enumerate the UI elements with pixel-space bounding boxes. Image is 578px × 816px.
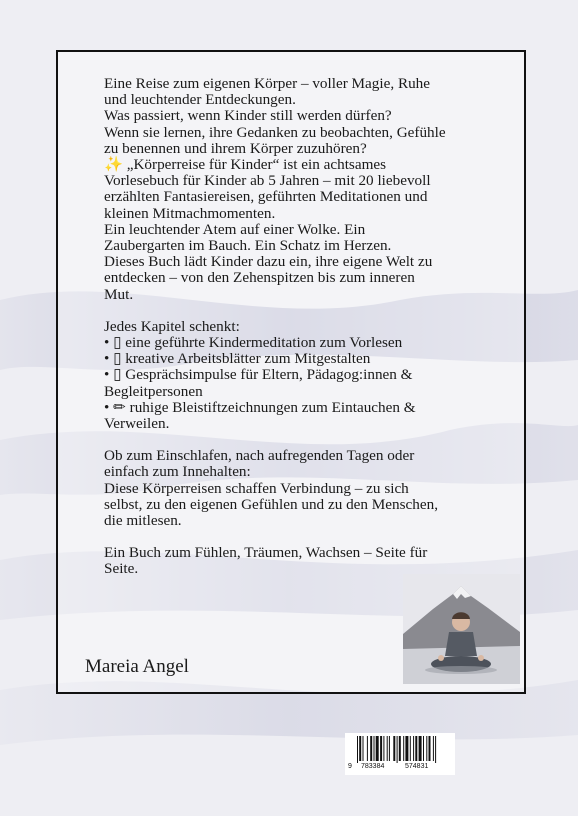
meditating-child-illustration [403,574,520,684]
tagline-line: Ein Buch zum Fühlen, Träumen, Wachsen – Seite für [104,544,428,562]
closing-line: Ob zum Einschlafen, nach aufregenden Tagen oder [104,447,415,465]
blurb-line: Eine Reise zum eigenen Körper – voller Magie, Ruhe [104,75,431,92]
blurb-line: erzählten Fantasiereisen, geführten Meditationen und [104,188,428,206]
closing-line: Diese Körperreisen schaffen Verbindung – zu sich [104,479,409,497]
barcode-group-left: 783384 [361,763,385,770]
blurb-line: Wenn sie lernen, ihre Gedanken zu beobachten, Gefühle [104,123,446,141]
closing-line: die mitlesen. [104,512,182,530]
back-cover-frame [56,50,526,694]
feature-item: • ▯ eine geführte Kindermeditation zum Vorlesen [104,334,403,352]
blurb-line: ✨ „Körperreise für Kinder“ ist ein achtsames [104,156,387,174]
feature-item: • ✏ ruhige Bleistiftzeichnungen zum Eintauchen & [104,398,416,416]
blurb-line: Was passiert, wenn Kinder still werden dürfen? [104,107,392,125]
feature-item: Verweilen. [104,415,170,433]
author-name: Mareia Angel [85,656,189,677]
feature-item: • ▯ Gesprächsimpulse für Eltern, Pädagog:innen & [104,366,413,384]
barcode-first-digit: 9 [348,763,352,770]
isbn-barcode [345,733,455,775]
blurb-line: Dieses Buch lädt Kinder dazu ein, ihre eigene Welt zu [104,253,433,271]
features-intro: Jedes Kapitel schenkt: [104,317,240,335]
blurb-line: kleinen Mitmachmomenten. [104,204,276,222]
blurb-line: Mut. [104,285,134,303]
barcode-group-right: 574831 [405,763,429,770]
blurb-line: und leuchtender Entdeckungen. [104,91,296,109]
blurb-text [104,76,484,578]
closing-line: einfach zum Innehalten: [104,463,251,481]
barcode-digits [345,763,455,773]
feature-item: • ▯ kreative Arbeitsblätter zum Mitgestalten [104,350,371,368]
blurb-line: Ein leuchtender Atem auf einer Wolke. Ein [104,220,366,238]
blurb-line: entdecken – von den Zehenspitzen bis zum inneren [104,269,415,287]
barcode-icon [345,733,455,763]
blurb-line: Vorlesebuch für Kinder ab 5 Jahren – mit 20 liebevoll [104,172,431,190]
blurb-line: Zaubergarten im Bauch. Ein Schatz im Herzen. [104,237,392,255]
feature-item: Begleitpersonen [104,382,203,400]
closing-line: selbst, zu den eigenen Gefühlen und zu den Menschen, [104,495,439,513]
blurb-line: zu benennen und ihrem Körper zuzuhören? [104,139,367,157]
tagline-line: Seite. [104,560,139,578]
